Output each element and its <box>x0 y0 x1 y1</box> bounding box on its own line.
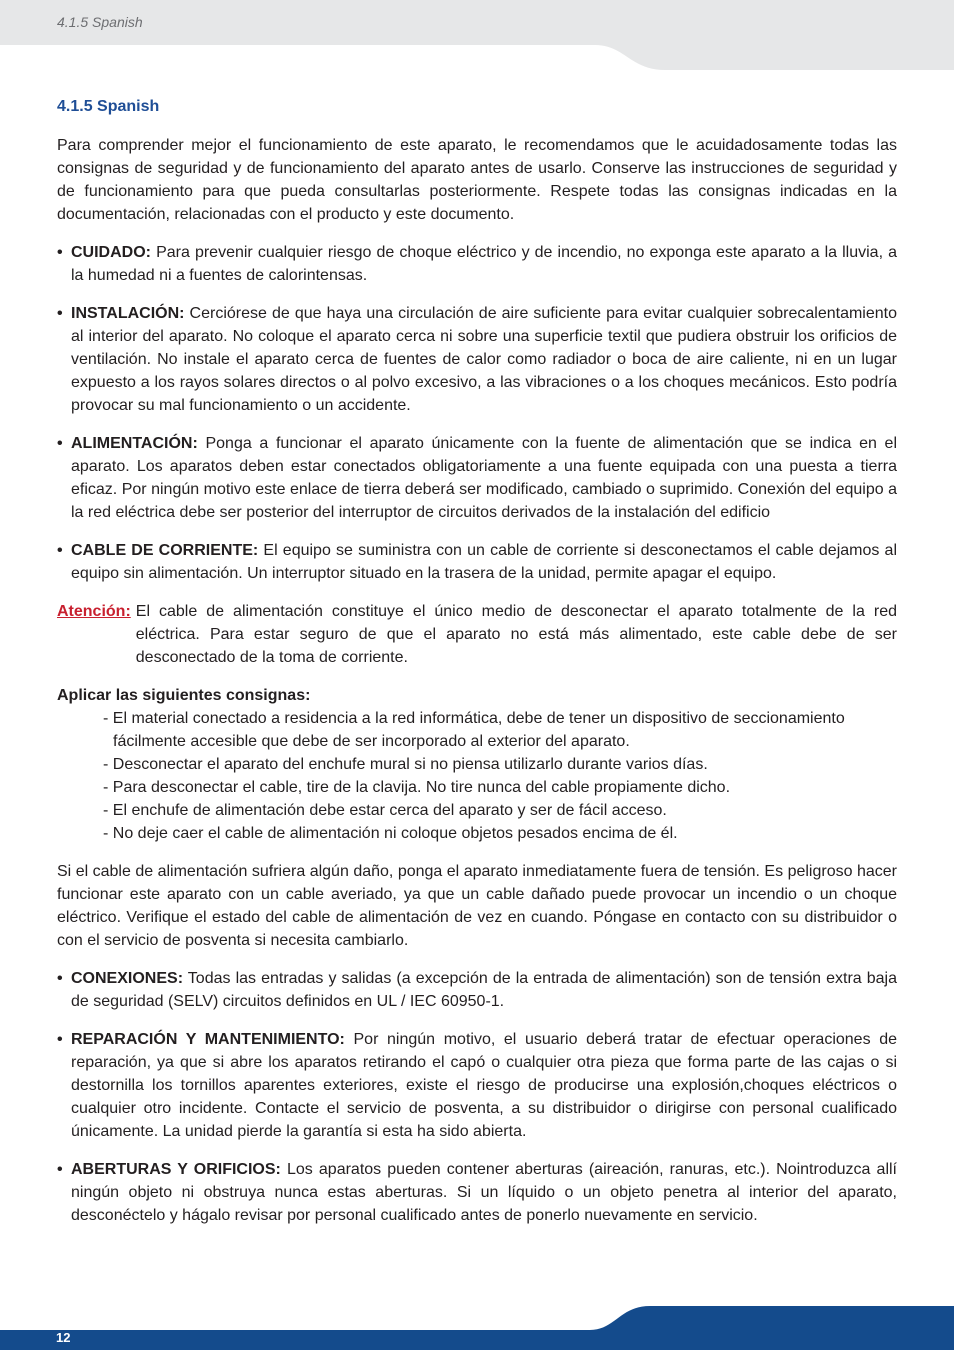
warning-text: El cable de alimentación constituye el único medio de desconectar el aparato totalmente de la red eléctrica. Para estar seguro de que el aparato no está más alimentado, este cable debe de ser desconectado de la toma de corriente. <box>135 603 897 666</box>
bullet-cable-de-corriente <box>57 539 897 585</box>
bullet-list-1 <box>57 241 897 585</box>
bullet-conexiones <box>57 967 897 1013</box>
header-band <box>0 0 954 70</box>
bullet-dot: • <box>57 1161 63 1178</box>
warning-note <box>57 600 897 669</box>
bullet-reparacion <box>57 1028 897 1143</box>
intro-paragraph: Para comprender mejor el funcionamiento de este aparato, le recomendamos que le acuidadosamente todas las consignas de seguridad y de funcionamiento del aparato antes de usarlo. Conserve las instrucciones de seguridad y de funcionamiento para que pueda consultarlas posteriormente. Respete todas las consignas indicadas en la documentación, relacionadas con el producto y este documento. <box>57 137 897 223</box>
list-item: - Desconectar el aparato del enchufe mural si no piensa utilizarlo durante varios días. <box>103 756 708 773</box>
bullet-alimentacion <box>57 432 897 524</box>
bullet-instalacion <box>57 302 897 417</box>
bullet-text: Cerciórese de que haya una circulación de aire suficiente para evitar cualquier sobrecalentamiento al interior del aparato. No coloque el aparato cerca ni sobre una superficie textil que pudiera obstruir los orificios de ventilación. No instale el aparato cerca de fuentes de calor como radiador o boca de aire caliente, ni en un lugar expuesto a los rayos solares directos o al polvo excesivo, a las vibraciones o a los choques mecánicos. Esto podría provocar su mal funcionamiento o un accidente. <box>71 305 897 414</box>
bullet-label: CABLE DE CORRIENTE: <box>71 542 259 559</box>
bullet-label: REPARACIÓN Y MANTENIMIENTO: <box>71 1031 345 1048</box>
bullet-label: CONEXIONES: <box>71 970 184 987</box>
section-title: 4.1.5 Spanish <box>57 98 160 115</box>
bullet-text: El equipo se suministra con un cable de corriente si desconectamos el cable dejamos al equipo sin alimentación. Un interruptor situado en la trasera de la unidad, permite apagar el equipo. <box>71 542 897 582</box>
bullet-dot: • <box>57 1031 63 1048</box>
warning-label: Atención: <box>57 603 131 620</box>
running-header: 4.1.5 Spanish <box>57 14 143 30</box>
footer-band <box>0 1300 954 1350</box>
list-item: - El enchufe de alimentación debe estar cerca del aparato y ser de fácil acceso. <box>103 802 667 819</box>
bullet-text: Los aparatos pueden contener aberturas (aireación, ranuras, etc.). Nointroduzca allí ningún objeto ni obstruya nunca estas aberturas. Si un líquido o un objeto penetra al interior del aparato, desconéctelo y hágalo revisar por personal cualificado antes de ponerlo nuevamente en servicio. <box>71 1161 897 1224</box>
bullet-label: CUIDADO: <box>71 244 151 261</box>
consignas-list <box>57 707 897 845</box>
list-item: - No deje caer el cable de alimentación ni coloque objetos pesados encima de él. <box>103 825 678 842</box>
bullet-text: Todas las entradas y salidas (a excepción de la entrada de alimentación) son de tensión extra baja de seguridad (SELV) circuitos definidos en UL / IEC 60950-1. <box>71 970 897 1010</box>
bullet-text: Para prevenir cualquier riesgo de choque eléctrico y de incendio, no exponga este aparato a la lluvia, a la humedad ni a fuentes de calorintensas. <box>71 244 897 284</box>
bullet-cuidado <box>57 241 897 287</box>
bullet-dot: • <box>57 542 63 559</box>
bullet-dot: • <box>57 435 63 452</box>
bullet-text: Ponga a funcionar el aparato únicamente con la fuente de alimentación que se indica en el aparato. Los aparatos deben estar conectados obligatoriamente a una fuente equipada con una puesta a tierra eficaz. Por ningún motivo este enlace de tierra deberá ser modificado, cambiado o suprimido. Conexión del equipo a la red eléctrica debe ser posterior del interruptor de circuitos derivados de la instalación del edificio <box>71 435 897 521</box>
bullet-dot: • <box>57 244 63 261</box>
list-item: - Para desconectar el cable, tire de la clavija. No tire nunca del cable propiamente dicho. <box>103 779 731 796</box>
bullet-text: Por ningún motivo, el usuario deberá tratar de efectuar operaciones de reparación, ya que si abre los aparatos retirando el capó o cualquier otra pieza que forma parte de las cajas o si destornilla los tornillos aparentes exteriores, existe el riesgo de producirse una explosión,choques eléctricos o cualquier otro incidente. Contacte el servicio de posventa, a su distribuidor o dirigirse con personal cualificado únicamente. La unidad pierde la garantía si esta ha sido abierta. <box>71 1031 897 1140</box>
page-content <box>57 95 897 1242</box>
bullet-label: ABERTURAS Y ORIFICIOS: <box>71 1161 281 1178</box>
bullet-label: INSTALACIÓN: <box>71 305 185 322</box>
list-title: Aplicar las siguientes consignas: <box>57 687 311 704</box>
bullet-list-2 <box>57 967 897 1227</box>
bullet-label: ALIMENTACIÓN: <box>71 435 198 452</box>
bullet-dot: • <box>57 970 63 987</box>
bullet-aberturas <box>57 1158 897 1227</box>
list-item: - El material conectado a residencia a la red informática, debe de tener un dispositivo de seccionamiento fácilmente accesible que debe de ser incorporado al exterior del aparato. <box>103 710 845 750</box>
bullet-dot: • <box>57 305 63 322</box>
page-number: 12 <box>56 1330 71 1345</box>
cable-paragraph: Si el cable de alimentación sufriera algún daño, ponga el aparato inmediatamente fuera de tensión. Es peligroso hacer funcionar este aparato con un cable averiado, ya que un cable dañado puede provocar un incendio o un choque eléctrico. Verifique el estado del cable de alimentación de vez en cuando. Póngase en contacto con su distribuidor o con el servicio de posventa si necesita cambiarlo. <box>57 863 897 949</box>
